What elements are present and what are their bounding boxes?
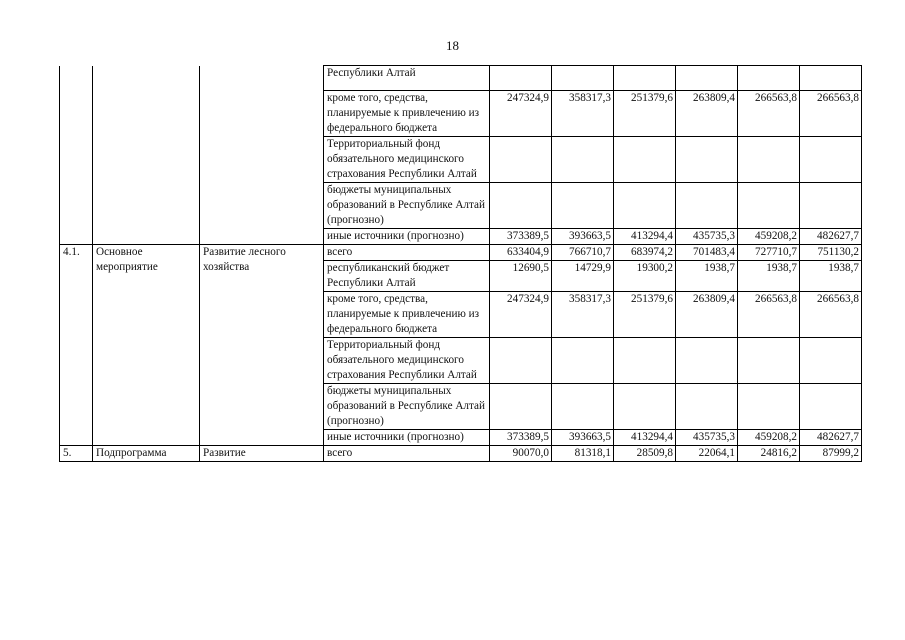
cell-value: 19300,2 [614, 261, 676, 292]
cell-value: 459208,2 [738, 229, 800, 245]
cell-value: 435735,3 [676, 229, 738, 245]
cell-value [676, 384, 738, 430]
cell-value: 358317,3 [552, 292, 614, 338]
cell-value [676, 66, 738, 91]
cell-value: 247324,9 [490, 91, 552, 137]
cell-value [614, 137, 676, 183]
cell-value [614, 384, 676, 430]
cell-value: 263809,4 [676, 292, 738, 338]
cell-value: 393663,5 [552, 229, 614, 245]
cell-type: Подпрограмма [93, 446, 200, 462]
cell-value [800, 384, 862, 430]
table-row [60, 245, 862, 261]
cell-value [490, 66, 552, 91]
cell-value: 373389,5 [490, 430, 552, 446]
cell-value [800, 66, 862, 91]
cell-value [614, 183, 676, 229]
cell-value: 266563,8 [738, 91, 800, 137]
cell-type: Основное мероприятие [93, 245, 200, 446]
cell-value: 727710,7 [738, 245, 800, 261]
cell-value [738, 137, 800, 183]
cell-source: всего [324, 446, 490, 462]
cell-value [552, 66, 614, 91]
cell-value [800, 183, 862, 229]
cell-value [490, 384, 552, 430]
page-number: 18 [446, 38, 459, 53]
cell-value [738, 384, 800, 430]
cell-name [200, 66, 324, 245]
cell-source: иные источники (прогнозно) [324, 229, 490, 245]
cell-name: Развитие лесного хозяйства [200, 245, 324, 446]
cell-value [614, 66, 676, 91]
budget-table [59, 65, 862, 462]
cell-value [738, 66, 800, 91]
cell-value: 482627,7 [800, 430, 862, 446]
cell-value: 358317,3 [552, 91, 614, 137]
cell-value [738, 183, 800, 229]
cell-value [800, 137, 862, 183]
cell-value [552, 384, 614, 430]
cell-name: Развитие [200, 446, 324, 462]
cell-value: 373389,5 [490, 229, 552, 245]
cell-value: 701483,4 [676, 245, 738, 261]
cell-value: 22064,1 [676, 446, 738, 462]
cell-source: всего [324, 245, 490, 261]
cell-no: 5. [60, 446, 93, 462]
cell-value: 251379,6 [614, 91, 676, 137]
cell-source: кроме того, средства, планируемые к привлечению из федерального бюджета [324, 292, 490, 338]
cell-source: бюджеты муниципальных образований в Республике Алтай (прогнозно) [324, 183, 490, 229]
cell-value: 247324,9 [490, 292, 552, 338]
cell-source: кроме того, средства, планируемые к привлечению из федерального бюджета [324, 91, 490, 137]
cell-source: республиканский бюджет Республики Алтай [324, 261, 490, 292]
cell-source: иные источники (прогнозно) [324, 430, 490, 446]
cell-value: 1938,7 [800, 261, 862, 292]
cell-value [552, 338, 614, 384]
cell-value: 81318,1 [552, 446, 614, 462]
cell-value [738, 338, 800, 384]
cell-value: 266563,8 [738, 292, 800, 338]
cell-value: 393663,5 [552, 430, 614, 446]
cell-value: 14729,9 [552, 261, 614, 292]
cell-value [490, 338, 552, 384]
cell-value: 683974,2 [614, 245, 676, 261]
cell-value: 251379,6 [614, 292, 676, 338]
cell-value [676, 183, 738, 229]
cell-value: 24816,2 [738, 446, 800, 462]
cell-value: 1938,7 [738, 261, 800, 292]
cell-value: 751130,2 [800, 245, 862, 261]
cell-value: 263809,4 [676, 91, 738, 137]
cell-no [60, 66, 93, 245]
cell-value: 633404,9 [490, 245, 552, 261]
cell-value [676, 137, 738, 183]
cell-value: 435735,3 [676, 430, 738, 446]
cell-value: 266563,8 [800, 91, 862, 137]
cell-value: 90070,0 [490, 446, 552, 462]
cell-value: 28509,8 [614, 446, 676, 462]
cell-value [552, 137, 614, 183]
cell-value [490, 183, 552, 229]
cell-value: 766710,7 [552, 245, 614, 261]
table-row [60, 66, 862, 91]
cell-source: Территориальный фонд обязательного медицинского страхования Республики Алтай [324, 137, 490, 183]
cell-source: бюджеты муниципальных образований в Республике Алтай (прогнозно) [324, 384, 490, 430]
cell-value: 1938,7 [676, 261, 738, 292]
cell-value: 482627,7 [800, 229, 862, 245]
cell-type [93, 66, 200, 245]
cell-source: Территориальный фонд обязательного медицинского страхования Республики Алтай [324, 338, 490, 384]
cell-value: 87999,2 [800, 446, 862, 462]
table-row [60, 446, 862, 462]
cell-value [490, 137, 552, 183]
cell-value: 12690,5 [490, 261, 552, 292]
cell-no: 4.1. [60, 245, 93, 446]
cell-value [800, 338, 862, 384]
cell-value: 413294,4 [614, 430, 676, 446]
cell-value [676, 338, 738, 384]
cell-value: 413294,4 [614, 229, 676, 245]
cell-value: 459208,2 [738, 430, 800, 446]
cell-value [552, 183, 614, 229]
cell-value: 266563,8 [800, 292, 862, 338]
cell-source: Республики Алтай [324, 66, 490, 91]
cell-value [614, 338, 676, 384]
